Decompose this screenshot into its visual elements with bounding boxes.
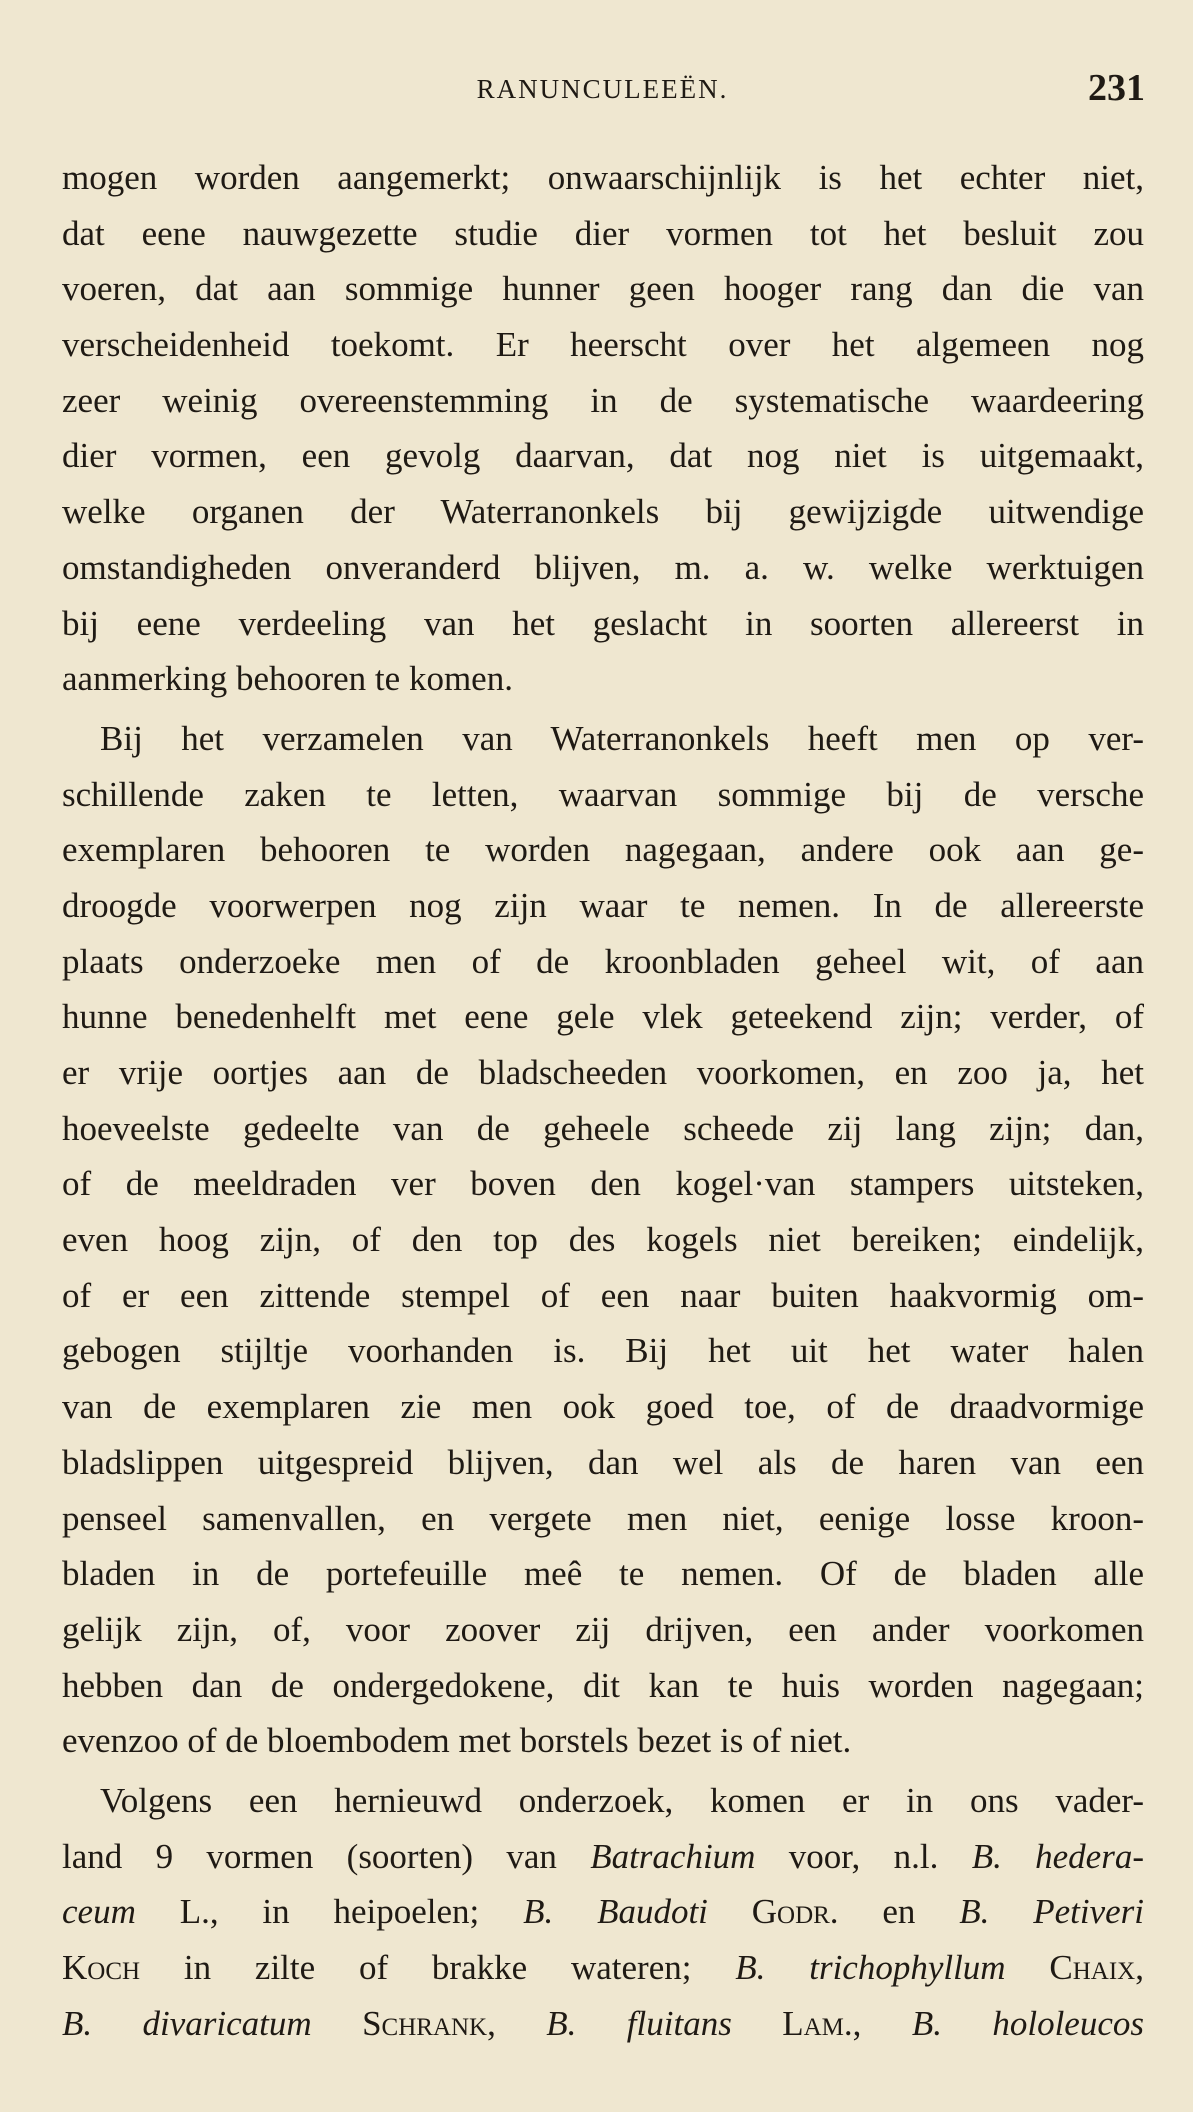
text-line: of de meeldraden ver boven den kogel·van stampers uitsteken, <box>62 1164 1144 1204</box>
text-line: hebben dan de ondergedokene, dit kan te huis worden nagegaan; <box>62 1665 1144 1705</box>
text-line: bladen in de portefeuille meê te nemen. Of de bladen alle <box>62 1554 1144 1594</box>
text-line: gebogen stijltje voorhanden is. Bij het uit het water halen <box>62 1331 1144 1371</box>
text-line: welke organen der Waterranonkels bij gewijzigde uitwendige <box>62 492 1144 532</box>
author-abbrev: Schrank <box>362 2003 488 2043</box>
text-line: schillende zaken te letten, waarvan sommige bij de versche <box>62 774 1144 814</box>
text-run <box>732 2004 782 2043</box>
text-run <box>136 1892 180 1931</box>
taxon-name: B. Petiveri <box>959 1892 1144 1932</box>
taxon-name: B. hololeucos <box>911 2003 1144 2043</box>
author-abbrev: Koch <box>62 1948 141 1987</box>
text-line: gelijk zijn, of, voor zoover zij drijven, een ander voorkomen <box>62 1609 1144 1649</box>
text-run: voor, n.l. <box>755 1836 972 1876</box>
text-line <box>62 1940 1144 1996</box>
text-line <box>62 1829 1144 1885</box>
page-number: 231 <box>1088 67 1145 109</box>
text-run <box>312 2004 362 2043</box>
author-abbrev: Godr. <box>751 1892 839 1932</box>
running-head: RANUNCULEEËN. <box>476 74 729 104</box>
author-abbrev: L. <box>179 1892 210 1932</box>
text-line: plaats onderzoeke men of de kroonbladen geheel wit, of aan <box>62 941 1144 981</box>
text-line: dat eene nauwgezette studie dier vormen tot het besluit zou <box>62 213 1144 253</box>
text-line: voeren, dat aan sommige hunner geen hooger rang dan die van <box>62 269 1144 309</box>
author-abbrev: Lam. <box>782 2003 853 2043</box>
text-run: , <box>487 2003 547 2043</box>
text-line: van de exemplaren zie men ook goed toe, of de draadvormige <box>62 1387 1144 1427</box>
text-line: hunne benedenhelft met eene gele vlek geteekend zijn; verder, of <box>62 997 1144 1037</box>
text-run: in zilte of brakke wateren; <box>140 1948 736 1987</box>
text-run: , in heipoelen; <box>209 1892 524 1932</box>
page-header <box>60 67 1145 124</box>
text-run: Volgens een hernieuwd onderzoek, komen er in ons vader- <box>100 1780 1144 1820</box>
text-run <box>1006 1948 1050 1987</box>
text-line: of er een zittende stempel of een naar buiten haakvormig om- <box>62 1275 1144 1315</box>
body-text <box>62 150 1144 2051</box>
text-run: , <box>852 2003 912 2043</box>
taxon-name: B. divaricatum <box>62 2003 312 2043</box>
text-line: aanmerking behooren te komen. <box>62 659 513 699</box>
text-line: zeer weinig overeenstemming in de systematische waardeering <box>62 380 1144 420</box>
text-line: bladslippen uitgespreid blijven, dan wel als de haren van een <box>62 1442 1144 1482</box>
text-line: omstandigheden onveranderd blijven, m. a. w. welke werktuigen <box>62 547 1144 587</box>
text-run: , <box>1135 1948 1144 1987</box>
taxon-name: B. Baudoti <box>523 1892 708 1932</box>
text-line <box>62 1996 1144 2052</box>
text-line: Bij het verzamelen van Waterranonkels heeft men op ver- <box>100 718 1144 758</box>
text-line <box>62 1773 1144 1829</box>
text-line: evenzoo of de bloembodem met borstels bezet is of niet. <box>62 1721 852 1761</box>
taxon-name: B. hedera- <box>971 1836 1144 1876</box>
text-run <box>708 1892 752 1931</box>
text-line: verscheidenheid toekomt. Er heerscht over het algemeen nog <box>62 325 1144 365</box>
author-abbrev: Chaix <box>1049 1948 1136 1987</box>
text-line <box>62 1884 1144 1940</box>
text-line: dier vormen, een gevolg daarvan, dat nog niet is uitgemaakt, <box>62 436 1144 476</box>
text-line: hoeveelste gedeelte van de geheele scheede zij lang zijn; dan, <box>62 1108 1144 1148</box>
text-line: exemplaren behooren te worden nagegaan, andere ook aan ge- <box>62 830 1144 870</box>
taxon-name: Batrachium <box>590 1836 756 1876</box>
text-run: land 9 vormen (soorten) van <box>62 1836 591 1876</box>
taxon-name: B. trichophyllum <box>735 1948 1006 1987</box>
text-line: even hoog zijn, of den top des kogels niet bereiken; eindelijk, <box>62 1220 1144 1260</box>
taxon-name: B. fluitans <box>546 2003 732 2043</box>
taxon-name: ceum <box>62 1892 136 1932</box>
text-line: er vrije oortjes aan de bladscheeden voorkomen, en zoo ja, het <box>62 1053 1144 1092</box>
text-line: mogen worden aangemerkt; onwaarschijnlijk is het echter niet, <box>62 158 1144 197</box>
text-line: droogde voorwerpen nog zijn waar te nemen. In de allereerste <box>62 885 1144 925</box>
text-line: penseel samenvallen, en vergete men niet, eenige losse kroon- <box>62 1498 1144 1538</box>
text-line: bij eene verdeeling van het geslacht in soorten allereerst in <box>62 603 1144 643</box>
text-run: en <box>838 1892 960 1932</box>
